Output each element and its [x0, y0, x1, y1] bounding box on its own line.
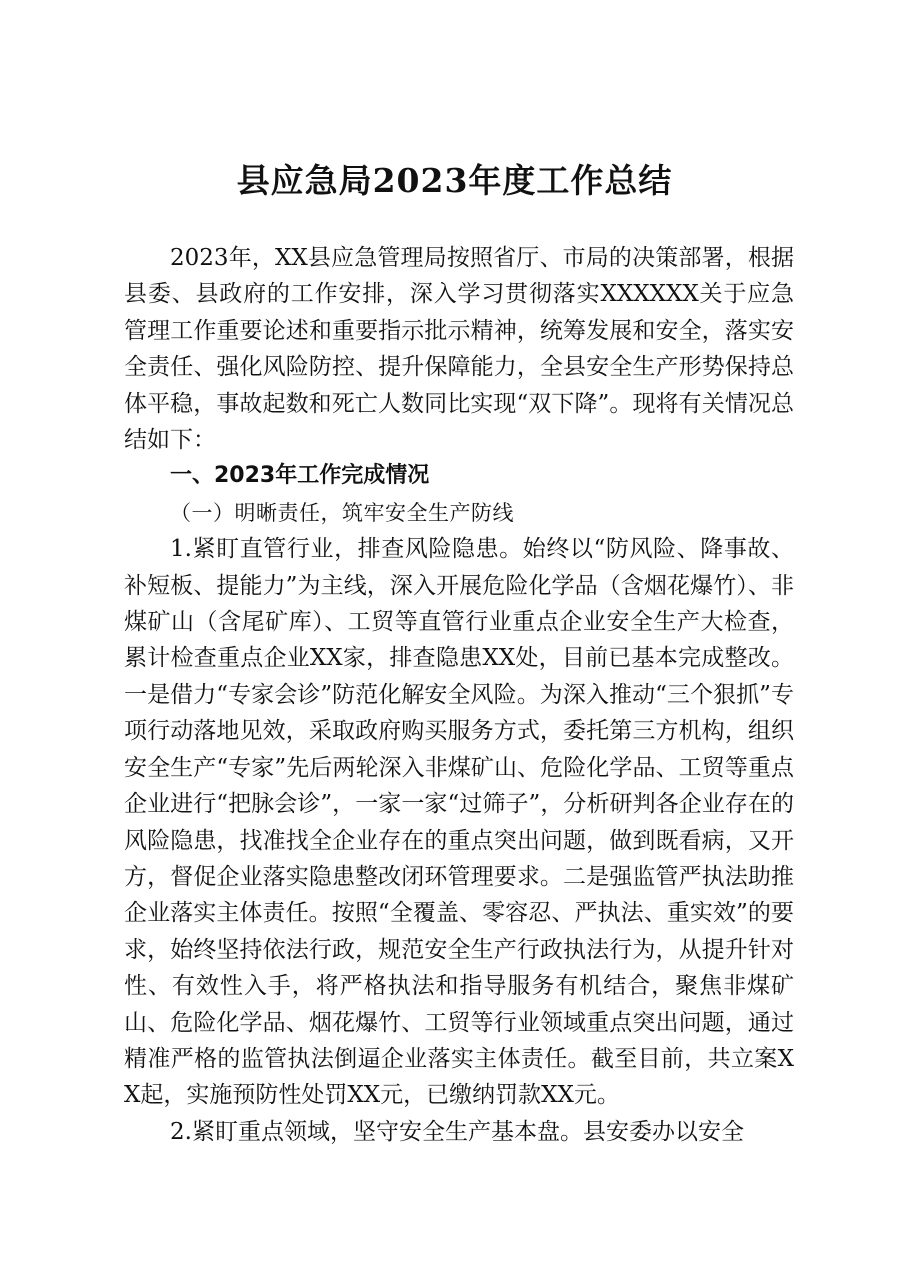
section-heading-1: 一、2023年工作完成情况: [170, 463, 430, 489]
item-paragraph-2: 2.紧盯重点领域，坚守安全生产基本盘。县安委办以安全: [170, 1118, 744, 1145]
document-body: [124, 240, 794, 1150]
subsection-heading-1: （一）明晰责任，筑牢安全生产防线: [170, 500, 514, 525]
item-paragraph-1: 1.紧盯直管行业，排查风险隐患。始终以“防风险、降事故、补短板、提能力”为主线，深入开展危险化学品（含烟花爆竹）、非煤矿山（含尾矿库）、工贸等直管行业重点企业安全生产大检查，累计检查重点企业XX家，排查隐患XX处，目前已基本完成整改。一是借力“专家会诊”防范化解安全风险。为深入推动“三个狠抓”专项行动落地见效，采取政府购买服务方式，委托第三方机构，组织安全生产“专家”先后两轮深入非煤矿山、危险化学品、工贸等重点企业进行“把脉会诊”，一家一家“过筛子”，分析研判各企业存在的风险隐患，找准找全企业存在的重点突出问题，做到既看病，又开方，督促企业落实隐患整改闭环管理要求。二是强监管严执法助推企业落实主体责任。按照“全覆盖、零容忍、严执法、重实效”的要求，始终坚持依法行政，规范安全生产行政执法行为，从提升针对性、有效性入手，将严格执法和指导服务有机结合，聚焦非煤矿山、危险化学品、烟花爆竹、工贸等行业领域重点突出问题，通过精准严格的监管执法倒逼企业落实主体责任。截至目前，共立案XX起，实施预防性处罚XX元，已缴纳罚款XX元。: [124, 536, 794, 1109]
document-title: 县应急局2023年度工作总结: [236, 161, 673, 200]
intro-paragraph: 2023年，XX县应急管理局按照省厅、市局的决策部署，根据县委、县政府的工作安排，深入学习贯彻落实XXXXXX关于应急管理工作重要论述和重要指示批示精神，统筹发展和安全，落实安全责任、强化风险防控、提升保障能力，全县安全生产形势保持总体平稳，事故起数和死亡人数同比实现“双下降”。现将有关情况总结如下：: [124, 245, 794, 454]
